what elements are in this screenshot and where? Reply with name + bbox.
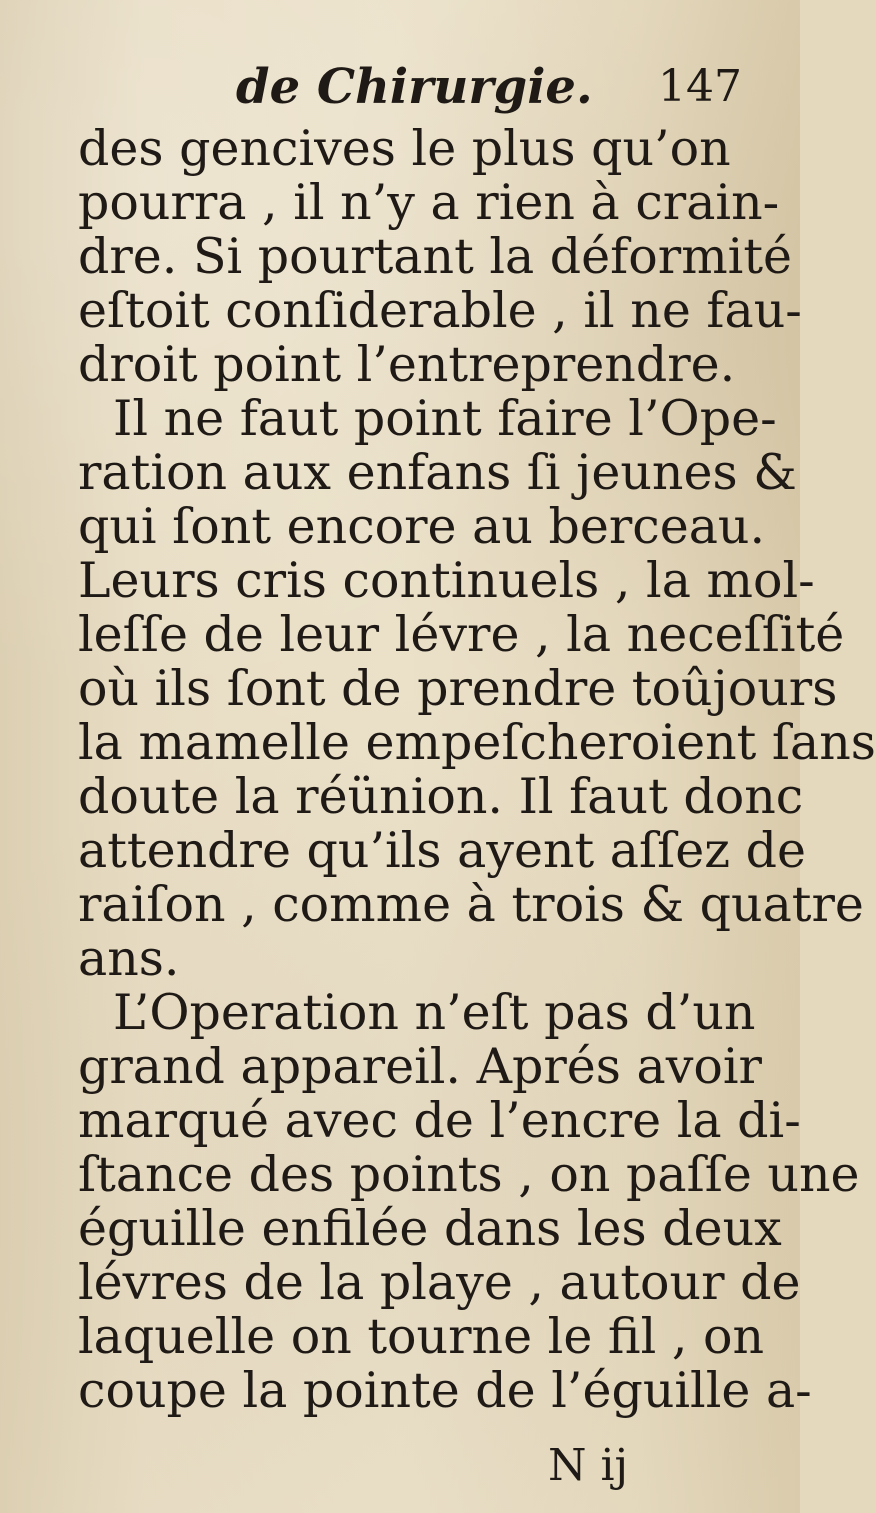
text-line: coupe la pointe de l’éguille a- — [78, 1362, 812, 1419]
text-line: qui ſont encore au berceau. — [78, 498, 766, 555]
body-text — [78, 120, 876, 1419]
signature-mark: N ij — [548, 1440, 629, 1491]
text-line: ans. — [78, 930, 180, 987]
text-line: ſtance des points , on paſſe une — [78, 1146, 860, 1203]
text-line: des gencives le plus qu’on — [78, 120, 731, 177]
text-line: doute la réünion. Il faut donc — [78, 768, 804, 825]
text-line: grand appareil. Aprés avoir — [78, 1038, 762, 1095]
text-line: laquelle on tourne le fil , on — [78, 1308, 765, 1365]
text-line: la mamelle empeſcheroient ſans — [78, 714, 876, 771]
text-line: marqué avec de l’encre la di- — [78, 1092, 801, 1149]
page-header — [78, 52, 752, 122]
text-line: lévres de la playe , autour de — [78, 1254, 801, 1311]
text-line: ration aux enfans ſi jeunes & — [78, 444, 797, 501]
text-line: éguille enfilée dans les deux — [78, 1200, 782, 1257]
text-line: leſſe de leur lévre , la neceſſité — [78, 606, 845, 663]
paragraph-start-line: Il ne faut point faire l’Ope- — [113, 390, 777, 447]
text-line: eſtoit conſiderable , il ne fau- — [78, 282, 802, 339]
running-head: de Chirurgie. — [236, 59, 593, 115]
text-line: où ils ſont de prendre toûjours — [78, 660, 838, 717]
text-line: pourra , il n’y a rien à crain- — [78, 174, 780, 231]
page-number: 147 — [658, 61, 742, 112]
paragraph-start-line: L’Operation n’eſt pas d’un — [113, 984, 756, 1041]
text-line: raiſon , comme à trois & quatre — [78, 876, 864, 933]
text-line: attendre qu’ils ayent aſſez de — [78, 822, 807, 879]
text-line: dre. Si pourtant la déformité — [78, 228, 793, 285]
text-line: Leurs cris continuels , la mol- — [78, 552, 815, 609]
text-line: droit point l’entreprendre. — [78, 336, 736, 393]
